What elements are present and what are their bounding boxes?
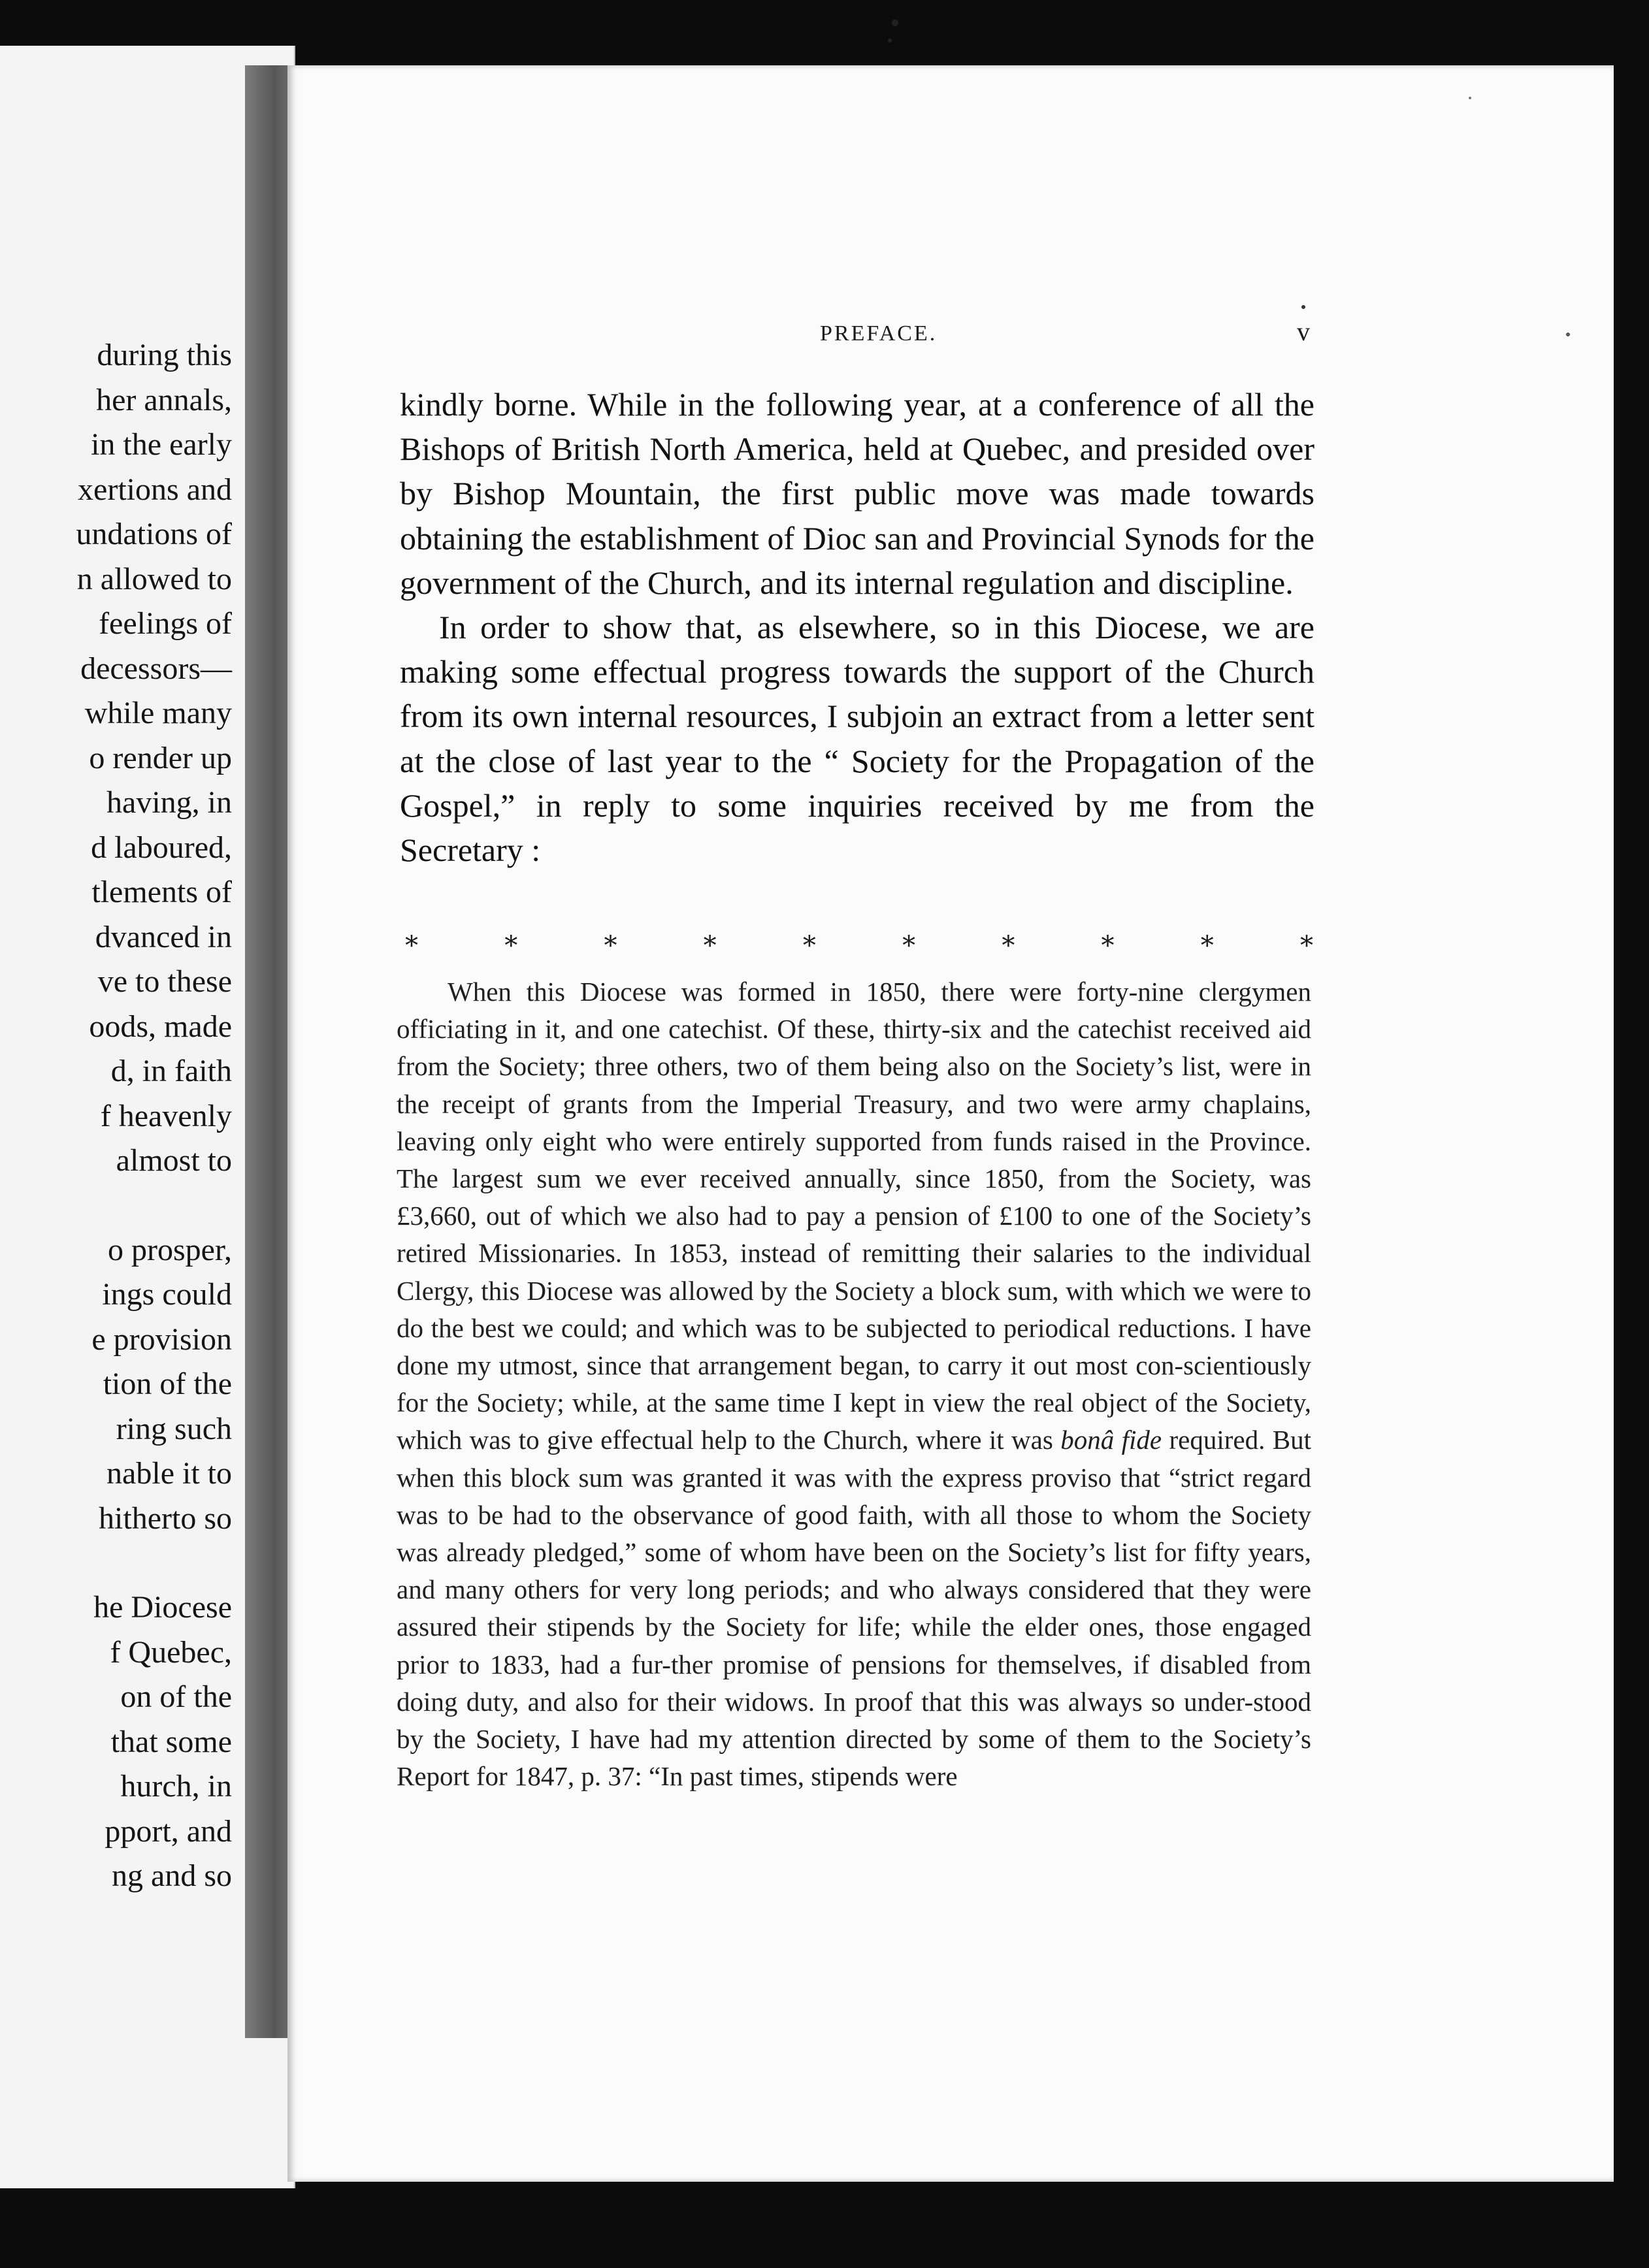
asterisk: *	[504, 931, 518, 961]
previous-page-line	[0, 1541, 232, 1585]
previous-page-line: d laboured,	[91, 830, 232, 865]
previous-page-line: during this	[97, 338, 232, 372]
previous-page-line: f heavenly	[100, 1098, 232, 1133]
asterisk: *	[1101, 931, 1115, 961]
previous-page-line: tlements of	[91, 875, 232, 909]
previous-page-line: ings could	[102, 1277, 232, 1312]
asterisk: *	[802, 931, 816, 961]
previous-page-line: n allowed to	[76, 561, 232, 596]
quote-text-continued: required. But when this block sum was granted it was with the express proviso that “strict regard was to be had to the observance of good faith, with all those to whom the Society was already pledged,” some of whom have been on the Society’s list for fifty years, and many others for very long periods; and who always considered that they were assured their stipends by the Society for life; while the elder ones, those engaged prior to 1833, had a fur-ther promise of pensions for themselves, if disabled from doing duty, and also for their widows. In proof that this was always so under-stood by the Society, I have had my attention directed by some of them to the Society’s Report for 1847, p. 37: “In past times, stipends were	[397, 1425, 1312, 1792]
previous-page-line: that some	[110, 1724, 232, 1759]
previous-page-line: in the early	[91, 427, 232, 462]
previous-page-line: feelings of	[99, 606, 232, 641]
previous-page-line: having, in	[106, 785, 232, 820]
previous-page-line: almost to	[116, 1143, 232, 1178]
paragraph: In order to show that, as elsewhere, so in this Diocese, we are making some effectual progress towards the support of the Church from its own internal resources, I subjoin an extract from a letter sent at the close of last year to the “ Society for the Propagation of the Gospel,” in reply to some inquiries received by me from the Secretary :	[400, 609, 1314, 869]
previous-page-line: d, in faith	[110, 1054, 232, 1088]
body-text	[400, 382, 1314, 872]
asterisk: *	[405, 931, 418, 961]
previous-page-line: f Quebec,	[110, 1634, 232, 1670]
previous-page-line: tion of the	[103, 1367, 232, 1401]
quoted-letter-extract	[397, 973, 1311, 1795]
previous-page-line: decessors—	[80, 651, 232, 686]
previous-page-text	[0, 333, 232, 1899]
previous-page-line: o prosper,	[107, 1232, 232, 1267]
previous-page-line: pport, and	[105, 1813, 232, 1849]
previous-page-line: he Diocese	[93, 1590, 232, 1625]
asterisk: *	[1200, 931, 1214, 961]
page-number: v	[1297, 317, 1310, 346]
previous-page-line: oods, made	[89, 1009, 232, 1044]
quote-italic-phrase: bonâ fide	[1060, 1425, 1162, 1455]
quote-text: When this Diocese was formed in 1850, there were forty-nine clergymen officiating in it, and one catechist. Of these, thirty-six and the catechist received aid from the Society; three others, two of them being also on the Society’s list, were in the receipt of grants from the Imperial Treasury, and two were army chaplains, leaving only eight who were entirely supported from funds raised in the Province. The largest sum we ever received annually, since 1850, from the Society, was £3,660, out of which we also had to pay a pension of £100 to one of the Society’s retired Missionaries. In 1853, instead of remitting their salaries to the individual Clergy, this Diocese was allowed by the Society a block sum, with which we were to do the best we could; and which was to be subjected to periodical reductions. I have done my utmost, since that arrangement began, to carry it out most con-scientiously for the Society; while, at the same time I kept in view the real object of the Society, which was to give effectual help to the Church, where it was	[397, 977, 1311, 1455]
asterisk: *	[1299, 931, 1313, 961]
previous-page-line: undations of	[76, 517, 232, 551]
previous-page-line: nable it to	[106, 1456, 232, 1491]
asterisk: *	[902, 931, 916, 961]
previous-page-line: xertions and	[78, 472, 232, 507]
previous-page-line: on of the	[120, 1679, 232, 1714]
quote-paragraph	[397, 973, 1311, 1795]
paragraph: kindly borne. While in the following year, at a conference of all the Bishops of British North America, held at Quebec, and presided over by Bishop Mountain, the first public move was made towards obtaining the establishment of Dioc san and Provincial Synods for the government of the Church, and its internal regulation and discipline.	[400, 386, 1314, 601]
asterisk: *	[703, 931, 717, 961]
separator-asterisks	[405, 931, 1313, 961]
previous-page-line: e provision	[91, 1321, 232, 1357]
previous-page-line	[0, 1184, 232, 1228]
previous-page-line: dvanced in	[95, 919, 232, 954]
previous-page-line: her annals,	[96, 382, 232, 417]
asterisk: *	[604, 931, 617, 961]
previous-page-line: hurch, in	[120, 1769, 232, 1804]
previous-page-line: ve to these	[97, 964, 232, 999]
previous-page-line: hitherto so	[99, 1500, 232, 1536]
previous-page-line: o render up	[89, 740, 232, 775]
previous-page-line: ring such	[116, 1411, 232, 1446]
previous-page-line: while many	[84, 696, 232, 730]
asterisk: *	[1002, 931, 1015, 961]
running-header: PREFACE.	[820, 321, 938, 346]
previous-page-line: ng and so	[112, 1858, 232, 1893]
